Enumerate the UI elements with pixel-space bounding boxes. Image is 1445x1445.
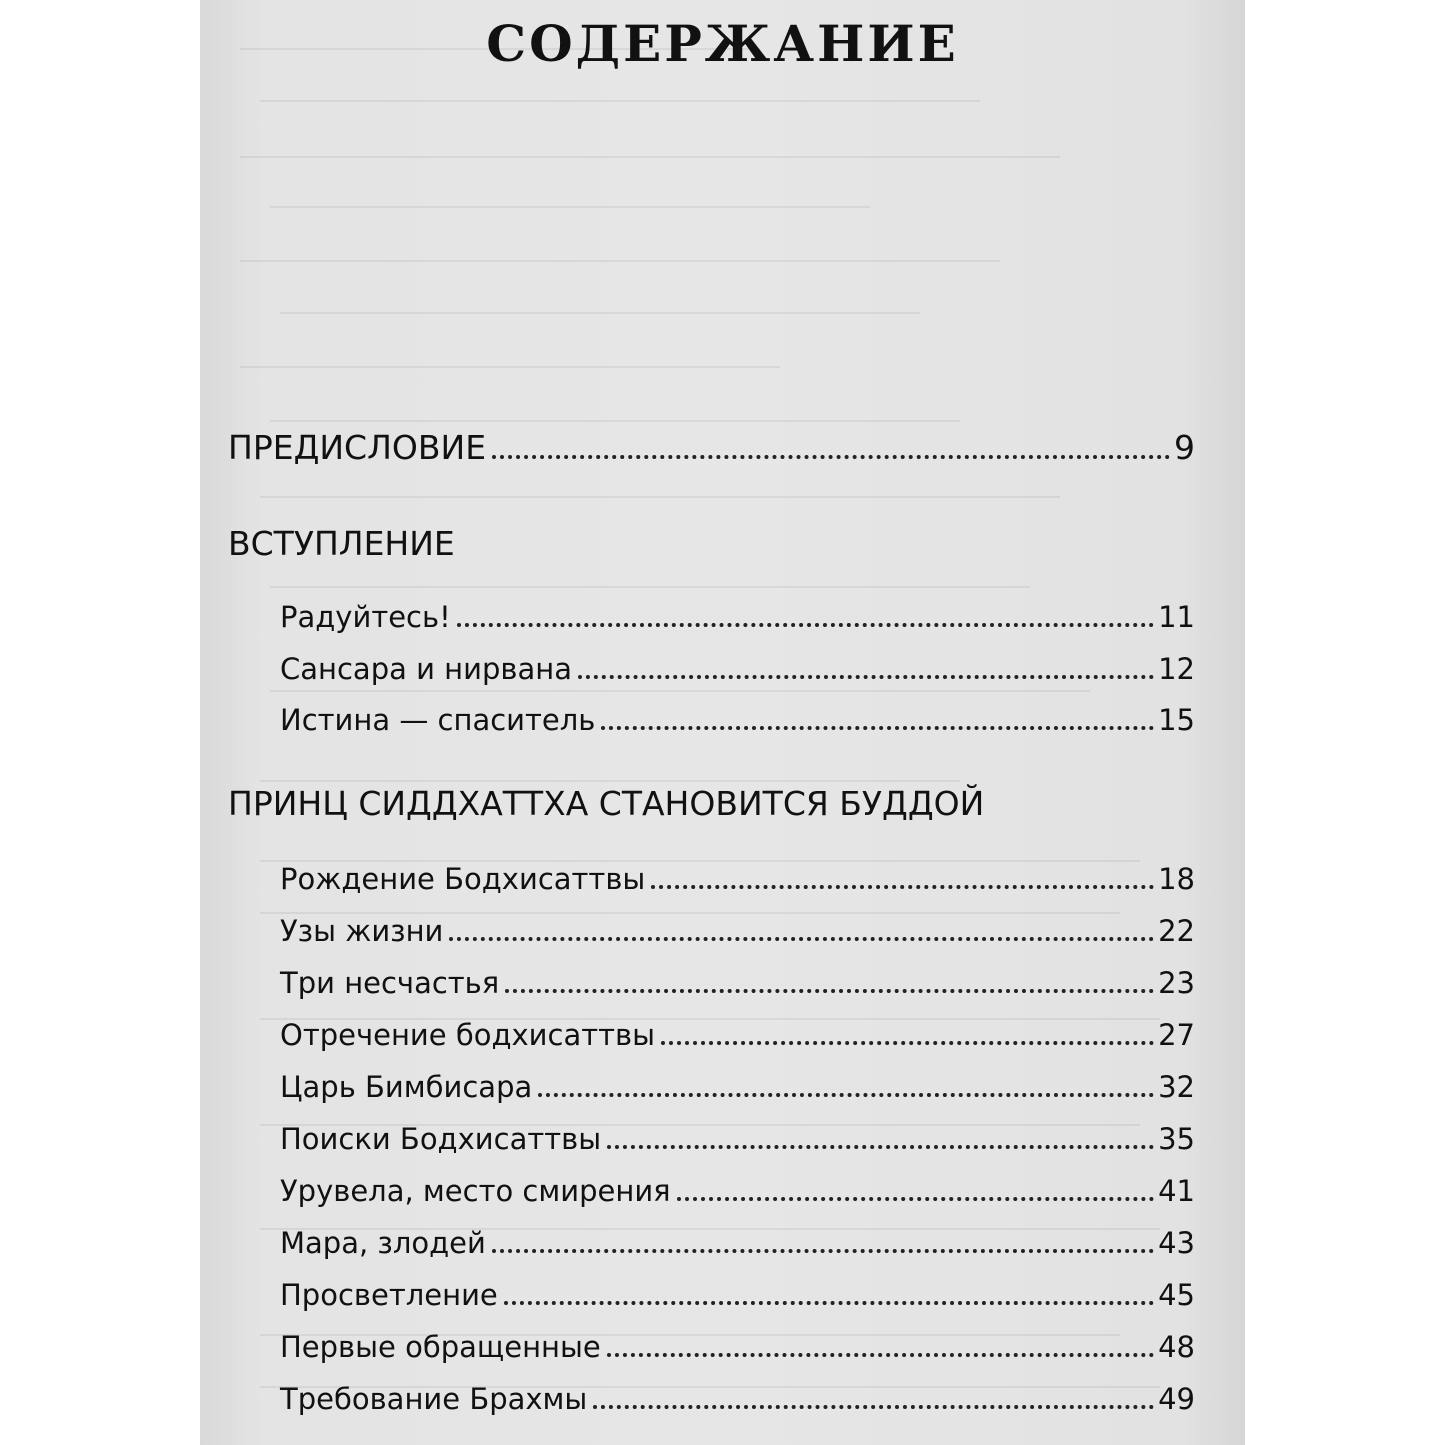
dot-leader — [504, 1301, 1154, 1305]
dot-leader — [538, 1093, 1154, 1097]
toc-page-number: 22 — [1158, 914, 1195, 948]
toc-page-number: 41 — [1158, 1174, 1195, 1208]
toc-page-number: 49 — [1158, 1382, 1195, 1416]
toc-entry[interactable] — [280, 1226, 1195, 1260]
dot-leader — [492, 455, 1170, 459]
toc-entry[interactable] — [280, 1382, 1195, 1416]
toc-entry-label: Рождение Бодхисаттвы — [280, 862, 646, 896]
toc-entry[interactable] — [280, 1278, 1195, 1312]
toc-entry-label: Мара, злодей — [280, 1226, 486, 1260]
toc-page-number: 35 — [1158, 1122, 1195, 1156]
dot-leader — [578, 675, 1154, 679]
toc-entry-label: Урувела, место смирения — [280, 1174, 671, 1208]
toc-entry-label: Радуйтесь! — [280, 600, 451, 634]
toc-page-number: 27 — [1158, 1018, 1195, 1052]
dot-leader — [607, 1145, 1154, 1149]
toc-entry-label: Три несчастья — [280, 966, 500, 1000]
toc-entry-label: ПРЕДИСЛОВИЕ — [228, 428, 487, 467]
toc-page-number: 11 — [1158, 600, 1195, 634]
section-heading-prince-siddhartha: ПРИНЦ СИДДХАТТХА СТАНОВИТСЯ БУДДОЙ — [228, 784, 985, 823]
toc-entry[interactable] — [280, 600, 1195, 634]
toc-entry[interactable] — [280, 1018, 1195, 1052]
toc-entry-label: Истина — спаситель — [280, 703, 596, 737]
toc-page-number: 32 — [1158, 1070, 1195, 1104]
dot-leader — [601, 726, 1154, 730]
dot-leader — [661, 1041, 1154, 1045]
toc-page-number: 15 — [1158, 703, 1195, 737]
toc-entry-label: Сансара и нирвана — [280, 652, 572, 686]
toc-page-number: 48 — [1158, 1330, 1195, 1364]
toc-page-number: 12 — [1158, 652, 1195, 686]
toc-entry-label: Царь Бимбисара — [280, 1070, 533, 1104]
toc-entry[interactable] — [280, 1174, 1195, 1208]
toc-entry[interactable] — [280, 862, 1195, 896]
toc-entry[interactable] — [280, 966, 1195, 1000]
toc-entry[interactable] — [280, 652, 1195, 686]
dot-leader — [457, 623, 1154, 627]
toc-entry[interactable] — [280, 703, 1195, 737]
toc-page-number: 9 — [1174, 428, 1195, 467]
toc-entry[interactable] — [280, 1070, 1195, 1104]
toc-entry-preface[interactable] — [228, 428, 1195, 467]
dot-leader — [492, 1249, 1154, 1253]
toc-entry-label: Поиски Бодхисаттвы — [280, 1122, 602, 1156]
toc-entry-label: Просветление — [280, 1278, 498, 1312]
toc-entry-label: Первые обращенные — [280, 1330, 601, 1364]
section-heading-introduction: ВСТУПЛЕНИЕ — [228, 524, 455, 563]
dot-leader — [593, 1405, 1154, 1409]
toc-page-number: 43 — [1158, 1226, 1195, 1260]
toc-entry-label: Узы жизни — [280, 914, 444, 948]
dot-leader — [607, 1353, 1154, 1357]
book-page — [200, 0, 1245, 1445]
toc-entry-label: Отречение бодхисаттвы — [280, 1018, 655, 1052]
dot-leader — [651, 885, 1154, 889]
dot-leader — [449, 937, 1154, 941]
toc-page-number: 18 — [1158, 862, 1195, 896]
toc-page-number: 23 — [1158, 966, 1195, 1000]
dot-leader — [677, 1197, 1154, 1201]
toc-entry[interactable] — [280, 914, 1195, 948]
toc-entry-label: Требование Брахмы — [280, 1382, 588, 1416]
toc-entry[interactable] — [280, 1330, 1195, 1364]
toc-entry[interactable] — [280, 1122, 1195, 1156]
toc-page-number: 45 — [1158, 1278, 1195, 1312]
page-title: СОДЕРЖАНИЕ — [486, 14, 959, 73]
dot-leader — [505, 989, 1154, 993]
